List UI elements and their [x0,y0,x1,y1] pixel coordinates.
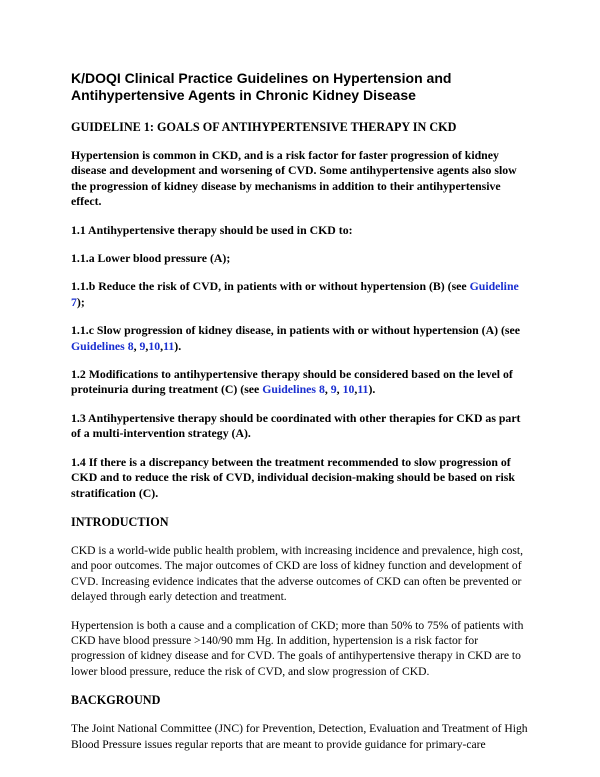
item-1-1c-sep1: , [133,338,140,353]
title-line-2: Antihypertensive Agents in Chronic Kidney Disease [71,87,416,103]
item-1-1c-sep3: , [160,338,164,353]
item-1-1c-sep2: , [145,338,149,353]
guideline-10-link[interactable]: 10 [342,382,355,397]
item-1-1b-end: ); [76,294,85,309]
introduction-paragraph-2: Hypertension is both a cause and a complication of CKD; more than 50% to 75% of patients with CKD have blood pressure >140/90 mm Hg. In addition, hypertension is a risk factor for progression of kidney disease and for CVD. The goals of antihypertensive therapy in CKD are to lower blood pressure, reduce the risk of CVD, and slow progression of CKD. [71,618,524,678]
title-line-1: K/DOQI Clinical Practice Guidelines on Hypertension and [71,70,452,86]
item-1-4: 1.4 If there is a discrepancy between the treatment recommended to slow progression of CKD and to reduce the risk of CVD, individual decision-making should be based on risk stratification (C). [71,454,515,500]
guidelines-8-link[interactable]: Guidelines 8 [262,382,325,397]
guideline-11-link[interactable]: 11 [357,382,369,397]
introduction-paragraph-1: CKD is a world-wide public health problem, with increasing incidence and prevalence, high cost, and poor outcomes. The major outcomes of CKD are loss of kidney function and development of CVD. Increasing evidence indicates that the adverse outcomes of CKD can often be prevented or delayed through early detection and treatment. [71,543,524,604]
item-1-3: 1.3 Antihypertensive therapy should be coordinated with other therapies for CKD as part of a multi-intervention strategy (A). [71,410,521,441]
introduction-heading: INTRODUCTION [71,514,169,529]
background-paragraph-1: The Joint National Committee (JNC) for Prevention, Detection, Evaluation and Treatment of High Blood Pressure issues regular reports that are meant to provide guidance for primary-care [71,722,528,751]
item-1-2-end: ). [368,382,376,397]
guideline-link[interactable]: Guideline [469,279,519,294]
document-title [71,70,531,104]
item-1-2-sep2: , [336,382,343,397]
item-1-1a: 1.1.a Lower blood pressure (A); [71,251,231,266]
item-1-1c [71,323,531,354]
item-1-1c-text: 1.1.c Slow progression of kidney disease, in patients with or without hypertension (A) (see [71,323,520,338]
guideline-9-link[interactable]: 9 [330,382,337,397]
guideline-10-link[interactable]: 10 [148,338,161,353]
item-1-2-text: 1.2 Modifications to antihypertensive therapy should be considered based on the level of proteinuria during treatment (C) (see [71,367,513,397]
item-1-1c-end: ). [174,338,182,353]
item-1-2 [71,367,531,398]
intro-bold-paragraph: Hypertension is common in CKD, and is a risk factor for faster progression of kidney disease and development and worsening of CVD. Some antihypertensive agents also slow the progression of kidney disease by mechanisms in addition to their antihypertensive effect. [71,148,517,209]
item-1-2-sep3: , [354,382,358,397]
document-content [71,70,531,765]
guideline-heading: GUIDELINE 1: GOALS OF ANTIHYPERTENSIVE THERAPY IN CKD [71,120,457,134]
guidelines-8-link[interactable]: Guidelines 8 [71,338,134,353]
item-1-2-sep1: , [324,382,331,397]
guideline-11-link[interactable]: 11 [163,338,175,353]
background-heading: BACKGROUND [71,693,161,708]
item-1-1b-text: 1.1.b Reduce the risk of CVD, in patients with or without hypertension (B) (see [71,279,470,294]
item-1-1: 1.1 Antihypertensive therapy should be used in CKD to: [71,222,353,237]
guideline-7-link[interactable]: 7 [71,294,77,309]
item-1-1b [71,279,531,310]
guideline-9-link[interactable]: 9 [139,338,146,353]
